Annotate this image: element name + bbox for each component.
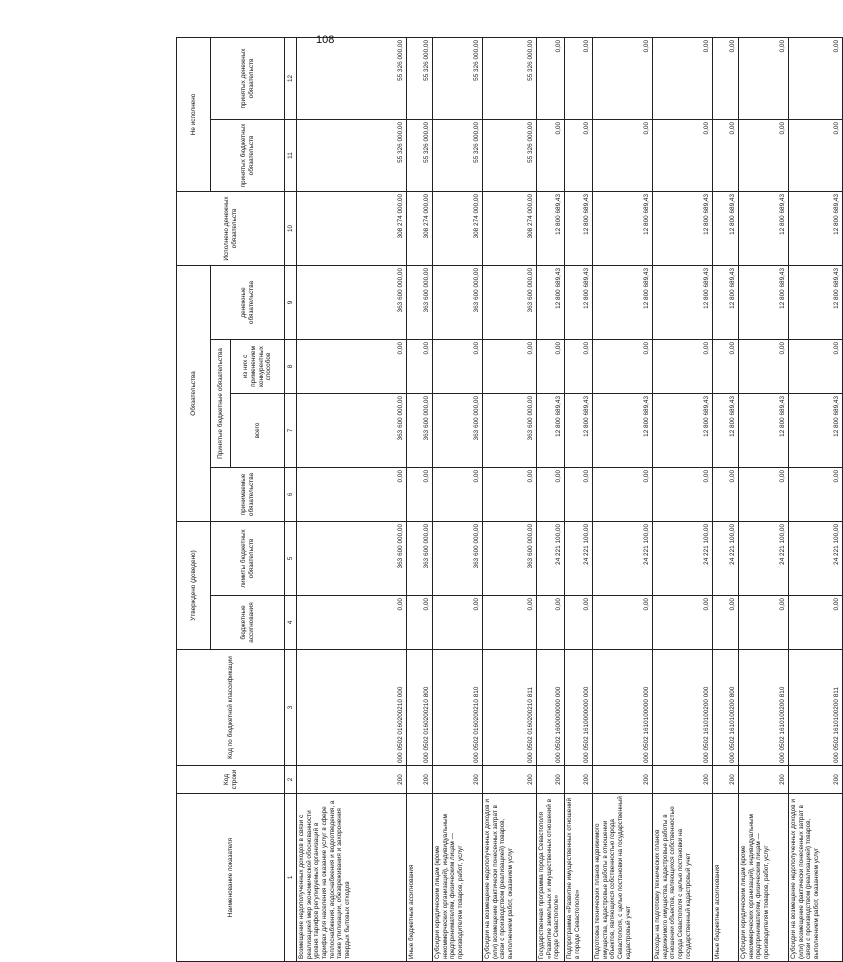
- header-budget-assignments: бюджетные ассигнования: [211, 596, 285, 650]
- cell-line: 200: [537, 766, 565, 794]
- col-index: 10: [285, 191, 297, 265]
- cell-c11: 55 326 000,00: [297, 119, 407, 191]
- cell-c12: 0,00: [593, 37, 653, 119]
- cell-c12: 55 326 000,00: [297, 37, 407, 119]
- cell-code: 000 0502 1610100200 000: [653, 650, 713, 766]
- table-body: [297, 37, 843, 961]
- table-row: [789, 37, 843, 961]
- cell-c12: 0,00: [537, 37, 565, 119]
- cell-c6: 0,00: [653, 467, 713, 521]
- cell-c4: 0,00: [537, 596, 565, 650]
- cell-c7: 12 800 689,43: [789, 393, 843, 467]
- cell-c11: 55 326 000,00: [407, 119, 433, 191]
- cell-code: 000 0502 1610100200 800: [713, 650, 739, 766]
- cell-c10: 12 800 689,43: [739, 191, 789, 265]
- cell-c8: 0,00: [789, 339, 843, 393]
- cell-c4: 0,00: [483, 596, 537, 650]
- cell-name: Возмещение недополученных доходов в связи с реализацией мер экономической обоснованности уровня тарифов регулируемых организаций в тарифах для населения на оказание услуг в сфере теплоснабжения, водоснабжения и водоотведения, а также утилизации, обезвреживания и захоронения твердых бытовых отходов: [297, 794, 407, 962]
- cell-c6: 0,00: [483, 467, 537, 521]
- cell-c10: 308 274 000,00: [407, 191, 433, 265]
- cell-c11: 0,00: [713, 119, 739, 191]
- cell-line: 200: [433, 766, 483, 794]
- cell-c5: 24 221 100,00: [537, 521, 565, 595]
- table-row: [653, 37, 713, 961]
- header-approved: Утверждено (доведено): [177, 521, 211, 649]
- cell-c12: 0,00: [739, 37, 789, 119]
- cell-code: 000 0502 0160200210 800: [407, 650, 433, 766]
- cell-c6: 0,00: [565, 467, 593, 521]
- cell-c8: 0,00: [407, 339, 433, 393]
- cell-c4: 0,00: [297, 596, 407, 650]
- cell-c8: 0,00: [593, 339, 653, 393]
- col-index: 4: [285, 596, 297, 650]
- cell-line: 200: [297, 766, 407, 794]
- cell-c5: 24 221 100,00: [593, 521, 653, 595]
- cell-code: 000 0502 0160200210 810: [433, 650, 483, 766]
- header-competitive: из них с применением конкурентных способов: [231, 339, 285, 393]
- cell-c4: 0,00: [407, 596, 433, 650]
- cell-line: 200: [407, 766, 433, 794]
- cell-c7: 363 600 000,00: [483, 393, 537, 467]
- cell-code: 000 0502 1610100200 810: [739, 650, 789, 766]
- header-executed: Исполнено денежных обязательств: [177, 191, 285, 265]
- cell-line: 200: [593, 766, 653, 794]
- cell-c5: 363 600 000,00: [297, 521, 407, 595]
- cell-c7: 12 800 689,43: [565, 393, 593, 467]
- cell-c10: 308 274 000,00: [483, 191, 537, 265]
- cell-c11: 0,00: [565, 119, 593, 191]
- cell-line: 200: [739, 766, 789, 794]
- cell-c12: 55 326 000,00: [407, 37, 433, 119]
- col-index: 1: [285, 794, 297, 962]
- cell-code: 000 0502 1600000000 000: [537, 650, 565, 766]
- cell-c10: 12 800 689,43: [565, 191, 593, 265]
- table-row: [297, 37, 407, 961]
- col-index: 8: [285, 339, 297, 393]
- cell-c10: 12 800 689,43: [653, 191, 713, 265]
- cell-c11: 0,00: [739, 119, 789, 191]
- cell-line: 200: [653, 766, 713, 794]
- cell-code: 000 0502 0160200210 811: [483, 650, 537, 766]
- table-row: [537, 37, 565, 961]
- cell-c4: 0,00: [653, 596, 713, 650]
- cell-c9: 12 800 689,43: [653, 265, 713, 339]
- cell-c8: 0,00: [297, 339, 407, 393]
- col-index: 5: [285, 521, 297, 595]
- cell-c10: 12 800 689,43: [713, 191, 739, 265]
- table-row: [407, 37, 433, 961]
- table-row: [739, 37, 789, 961]
- cell-c10: 12 800 689,43: [593, 191, 653, 265]
- cell-c12: 0,00: [713, 37, 739, 119]
- cell-name: Субсидии на возмещение недополученных доходов и (или) возмещение фактически понесенных затрат в связи с производством (реализацией) товаров, выполнением работ, оказанием услуг: [483, 794, 537, 962]
- cell-c11: 0,00: [593, 119, 653, 191]
- header-name: Наименование показателя: [177, 794, 285, 962]
- cell-c6: 0,00: [537, 467, 565, 521]
- cell-line: 200: [713, 766, 739, 794]
- cell-c5: 363 600 000,00: [483, 521, 537, 595]
- cell-c5: 24 221 100,00: [789, 521, 843, 595]
- cell-c6: 0,00: [713, 467, 739, 521]
- cell-line: 200: [789, 766, 843, 794]
- table-row: [713, 37, 739, 961]
- column-index-row: [285, 37, 297, 961]
- cell-c9: 363 600 000,00: [297, 265, 407, 339]
- cell-c5: 363 600 000,00: [433, 521, 483, 595]
- cell-c9: 12 800 689,43: [713, 265, 739, 339]
- header-accepted-obligations: принимаемые обязательства: [211, 467, 285, 521]
- table-row: [565, 37, 593, 961]
- cell-code: 000 0502 0160200210 000: [297, 650, 407, 766]
- report-table-rotated: [176, 39, 841, 962]
- cell-c9: 12 800 689,43: [565, 265, 593, 339]
- col-index: 12: [285, 37, 297, 119]
- cell-c7: 12 800 689,43: [739, 393, 789, 467]
- table-row: [433, 37, 483, 961]
- header-line-code: Код строки: [177, 766, 285, 794]
- cell-name: Подпрограмма «Развитие имущественных отношений в городе Севастополе»: [565, 794, 593, 962]
- cell-c7: 12 800 689,43: [593, 393, 653, 467]
- cell-c4: 0,00: [593, 596, 653, 650]
- cell-c4: 0,00: [713, 596, 739, 650]
- cell-c9: 12 800 689,43: [739, 265, 789, 339]
- cell-c6: 0,00: [739, 467, 789, 521]
- cell-c8: 0,00: [739, 339, 789, 393]
- cell-name: Подготовка технических планов недвижимого имущества, кадастровые работы в отношении объектов, являющихся собственностью города Севастополя, с целью постановки на государственный кадастровый учет: [593, 794, 653, 962]
- cell-c5: 24 221 100,00: [713, 521, 739, 595]
- cell-name: Субсидии на возмещение недополученных доходов и (или) возмещение фактически понесенных затрат в связи с производством (реализацией) товаров, выполнением работ, оказанием услуг: [789, 794, 843, 962]
- cell-c4: 0,00: [565, 596, 593, 650]
- cell-c7: 363 600 000,00: [407, 393, 433, 467]
- cell-c6: 0,00: [789, 467, 843, 521]
- cell-code: 000 0502 1610100200 811: [789, 650, 843, 766]
- cell-c11: 0,00: [789, 119, 843, 191]
- header-obligations: Обязательства: [177, 265, 211, 521]
- budget-execution-table: [176, 37, 843, 962]
- cell-code: 000 0502 1610000000 000: [565, 650, 593, 766]
- col-index: 2: [285, 766, 297, 794]
- cell-c4: 0,00: [789, 596, 843, 650]
- cell-c6: 0,00: [433, 467, 483, 521]
- cell-c5: 24 221 100,00: [565, 521, 593, 595]
- cell-c11: 55 326 000,00: [433, 119, 483, 191]
- cell-name: Расходы на подготовку технических планов недвижимого имущества, кадастровые работы в отношении объектов, являющихся собственностью города Севастополя с целью постановки на государственный кадастровый учет: [653, 794, 713, 962]
- cell-c7: 12 800 689,43: [713, 393, 739, 467]
- cell-c8: 0,00: [713, 339, 739, 393]
- header-total: всего: [231, 393, 285, 467]
- cell-c10: 12 800 689,43: [789, 191, 843, 265]
- cell-c9: 12 800 689,43: [789, 265, 843, 339]
- cell-name: Иные бюджетные ассигнования: [407, 794, 433, 962]
- cell-c9: 363 600 000,00: [483, 265, 537, 339]
- cell-c7: 12 800 689,43: [653, 393, 713, 467]
- cell-c9: 363 600 000,00: [433, 265, 483, 339]
- cell-name: Иные бюджетные ассигнования: [713, 794, 739, 962]
- cell-c6: 0,00: [407, 467, 433, 521]
- cell-name: Субсидии юридическим лицам (кроме некоммерческих организаций), индивидуальным предпринимателям, физическим лицам — производителям товаров, работ, услуг: [739, 794, 789, 962]
- cell-c7: 363 600 000,00: [297, 393, 407, 467]
- cell-c4: 0,00: [739, 596, 789, 650]
- cell-c5: 363 600 000,00: [407, 521, 433, 595]
- cell-c6: 0,00: [297, 467, 407, 521]
- cell-name: Государственная программа города Севастополя «Развитие земельных и имущественных отношений в городе Севастополе»: [537, 794, 565, 962]
- cell-c8: 0,00: [653, 339, 713, 393]
- cell-line: 200: [483, 766, 537, 794]
- cell-c6: 0,00: [593, 467, 653, 521]
- cell-c12: 55 326 000,00: [433, 37, 483, 119]
- col-index: 9: [285, 265, 297, 339]
- cell-c9: 12 800 689,43: [593, 265, 653, 339]
- cell-c8: 0,00: [483, 339, 537, 393]
- cell-c10: 308 274 000,00: [433, 191, 483, 265]
- header-budget-code: Код по бюджетной классификации: [177, 650, 285, 766]
- col-index: 6: [285, 467, 297, 521]
- cell-c5: 24 221 100,00: [739, 521, 789, 595]
- cell-c8: 0,00: [433, 339, 483, 393]
- col-index: 11: [285, 119, 297, 191]
- cell-name: Субсидии юридическим лицам (кроме некоммерческих организаций), индивидуальным предпринимателям, физическим лицам — производителям товаров, работ, услуг: [433, 794, 483, 962]
- cell-line: 200: [565, 766, 593, 794]
- cell-c11: 55 326 000,00: [483, 119, 537, 191]
- table-row: [593, 37, 653, 961]
- cell-c7: 363 600 000,00: [433, 393, 483, 467]
- cell-c8: 0,00: [565, 339, 593, 393]
- cell-c11: 0,00: [537, 119, 565, 191]
- page-number: 108: [316, 34, 335, 46]
- cell-c11: 0,00: [653, 119, 713, 191]
- cell-c12: 0,00: [565, 37, 593, 119]
- col-index: 3: [285, 650, 297, 766]
- cell-c12: 0,00: [653, 37, 713, 119]
- header-ne-budget: принятых бюджетных обязательств: [211, 119, 285, 191]
- cell-c10: 12 800 689,43: [537, 191, 565, 265]
- cell-code: 000 0502 1610100000 000: [593, 650, 653, 766]
- header-limits: лимиты бюджетных обязательств: [211, 521, 285, 595]
- cell-c5: 24 221 100,00: [653, 521, 713, 595]
- cell-c9: 12 800 689,43: [537, 265, 565, 339]
- header-not-executed: Не исполнено: [177, 37, 211, 191]
- cell-c8: 0,00: [537, 339, 565, 393]
- cell-c12: 55 326 000,00: [483, 37, 537, 119]
- cell-c10: 308 274 000,00: [297, 191, 407, 265]
- header-accepted-budget-obligations: Принятые бюджетные обязательства: [211, 339, 231, 467]
- header-monetary-obligations: денежные обязательства: [211, 265, 285, 339]
- cell-c4: 0,00: [433, 596, 483, 650]
- col-index: 7: [285, 393, 297, 467]
- cell-c12: 0,00: [789, 37, 843, 119]
- cell-c9: 363 600 000,00: [407, 265, 433, 339]
- header-ne-monetary: принятых денежных обязательств: [211, 37, 285, 119]
- cell-c7: 12 800 689,43: [537, 393, 565, 467]
- table-row: [483, 37, 537, 961]
